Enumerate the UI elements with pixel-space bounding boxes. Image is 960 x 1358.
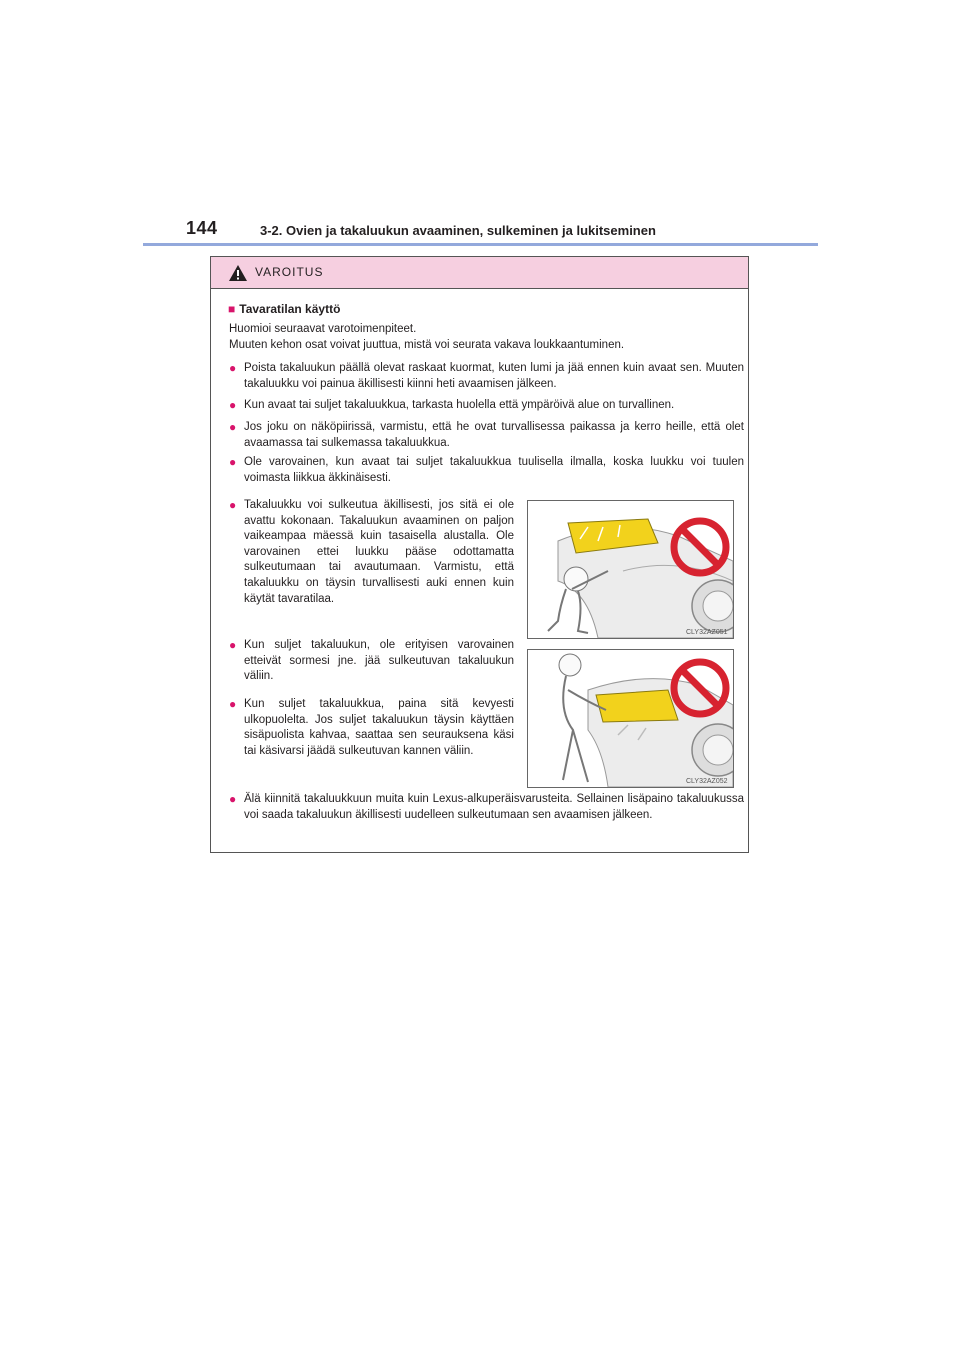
list-item (229, 420, 744, 451)
topic-heading (228, 302, 340, 318)
bullet-marker: ● (229, 455, 237, 469)
bullet-marker: ● (229, 420, 237, 434)
list-item-text: Poista takaluukun päällä olevat raskaat kuormat, kuten lumi ja jää ennen kuin avaat sen. Muuten takaluukku voi painua äkillisesti kiinni heti avaamisen jälkeen. (244, 362, 744, 390)
list-item (229, 398, 744, 414)
section-title: 3-2. Ovien ja takaluukun avaaminen, sulkeminen ja lukitseminen (260, 223, 656, 238)
list-item (229, 792, 744, 823)
warning-triangle-icon (228, 264, 248, 282)
figure-code: CLY32AZ051 (686, 629, 728, 636)
topic-title: Tavaratilan käyttö (239, 302, 341, 316)
warning-header (211, 257, 748, 289)
warning-label: VAROITUS (255, 265, 324, 279)
list-item (229, 361, 744, 392)
bullet-marker: ● (229, 361, 237, 375)
illustration-trunk-closing (527, 649, 734, 788)
bullet-marker: ● (229, 498, 237, 512)
list-item-text: Kun suljet takaluukkua, paina sitä kevyesti ulkopuolelta. Jos suljet takaluukun täysin käyttäen sisäpuolista kahvaa, saattaa sen seurauksena käsi tai käsivarsi jäädä sulkeutuvan kannen väliin. (244, 698, 514, 757)
figure-code: CLY32AZ052 (686, 778, 728, 785)
bullet-marker: ● (229, 792, 237, 806)
warning-box (210, 256, 749, 853)
list-item-text: Kun suljet takaluukun, ole erityisen varovainen etteivät sormesi jne. jää sulkeutuvan takaluukun väliin. (244, 639, 514, 683)
list-item (229, 455, 744, 486)
list-item-text: Ole varovainen, kun avaat tai suljet takaluukkua tuulisella ilmalla, koska luukku voi tuulen voimasta liikkua äkkinäisesti. (244, 456, 744, 484)
header-rule (143, 243, 818, 246)
list-item-text: Takaluukku voi sulkeutua äkillisesti, jos sitä ei ole avattu kokonaan. Takaluukun avaaminen on paljon vaikeampaa mäessä kuin tasaisella alustalla. Ole varovainen ettei luukku pääse odottamatta sulkeutumaan tai avautumaan. Varmistu, että takaluukku on täysin turvallisesti auki ennen kuin käytät tavaratilaa. (244, 499, 514, 605)
topic-marker: ■ (228, 302, 236, 316)
intro-text (229, 322, 739, 353)
list-item (229, 697, 514, 759)
intro-line: Huomioi seuraavat varotoimenpiteet. (229, 323, 417, 335)
intro-line: Muuten kehon osat voivat juuttua, mistä voi seurata vakava loukkaantuminen. (229, 338, 625, 351)
list-item (229, 498, 514, 607)
list-item-text: Kun avaat tai suljet takaluukkua, tarkasta huolella että ympäröivä alue on turvallinen. (244, 399, 675, 411)
list-item-text: Jos joku on näköpiirissä, varmistu, että he ovat turvallisessa paikassa ja kerro heille, että olet avaamassa tai sulkemassa takaluukkua. (244, 421, 744, 449)
bullet-marker: ● (229, 638, 237, 652)
list-item-text: Älä kiinnitä takaluukkuun muita kuin Lexus-alkuperäisvarusteita. Sellainen lisäpaino takaluukussa voi saada takaluukun äkillisesti uudelleen sulkeutumaan sen avaamisen jälkeen. (244, 793, 744, 821)
list-item (229, 638, 514, 685)
illustration-trunk-opening (527, 500, 734, 639)
bullet-marker: ● (229, 697, 237, 711)
page-number: 144 (186, 218, 218, 238)
bullet-marker: ● (229, 398, 237, 412)
